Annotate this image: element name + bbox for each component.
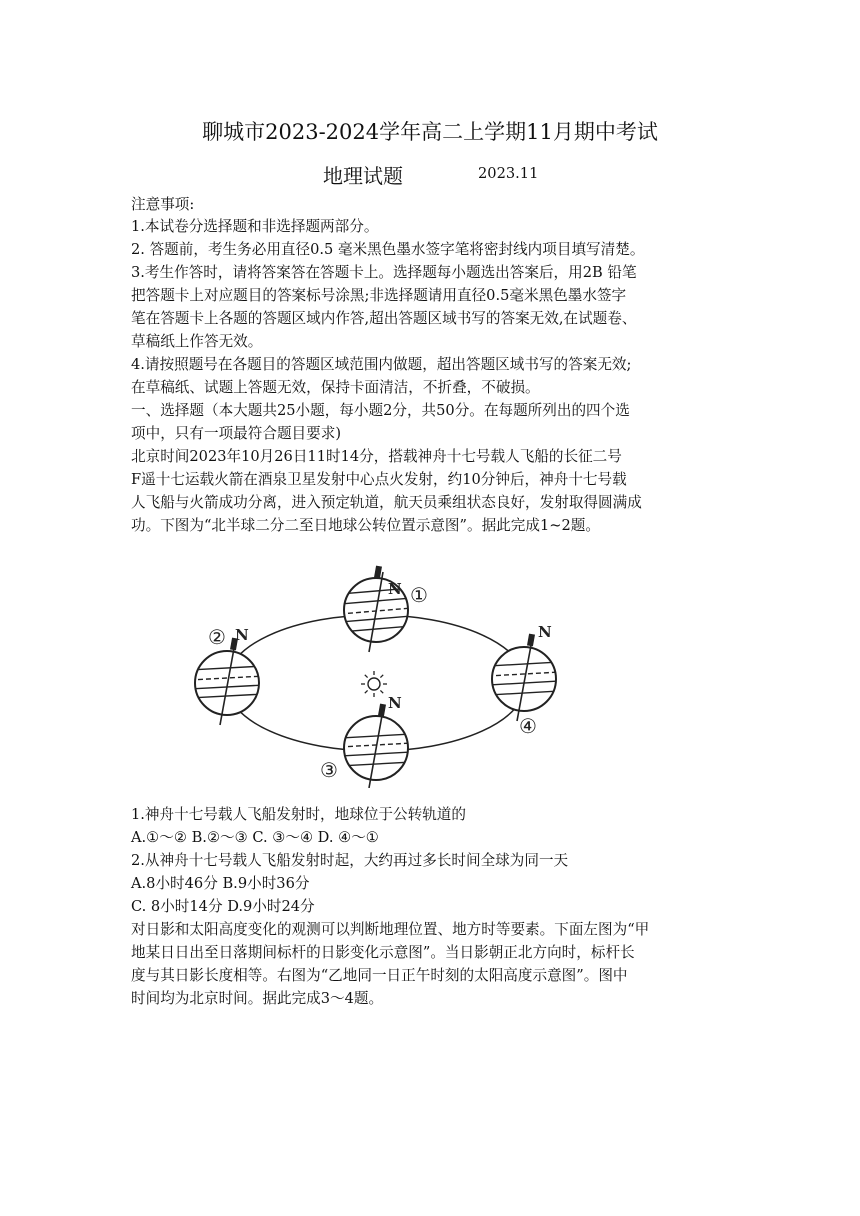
north-label: N: [235, 626, 249, 644]
position-label-4: ④: [519, 714, 537, 738]
passage-line: F遥十七运载火箭在酒泉卫星发射中心点火发射，约10分钟后，神舟十七号载: [131, 471, 627, 488]
question-2-stem: 2.从神舟十七号载人飞船发射时起，大约再过多长时间全球为同一天: [131, 852, 569, 869]
question-1-options: A.①～② B.②～③ C. ③～④ D. ④～①: [131, 829, 379, 846]
position-label-1: ①: [410, 583, 428, 607]
notice-item: 1.本试卷分选择题和非选择题两部分。: [131, 218, 379, 235]
earth-globe: [190, 638, 264, 725]
notice-heading: 注意事项:: [131, 196, 195, 213]
passage-line: 地某日日出至日落期间标杆的日影变化示意图”。当日影朝正北方向时，标杆长: [131, 944, 635, 961]
earth-globe: [488, 634, 560, 721]
exam-title: 聊城市2023-2024学年高二上学期11月期中考试: [202, 120, 658, 144]
earth-globe: [340, 566, 412, 652]
notice-item: 3.考生作答时，请将答案答在答题卡上。选择题每小题选出答案后，用2B 铅笔: [131, 264, 637, 281]
notice-item: 2. 答题前，考生务必用直径0.5 毫米黑色墨水签字笔将密封线内项目填写清楚。: [131, 241, 645, 258]
passage-line: 北京时间2023年10月26日11时14分，搭载神舟十七号载人飞船的长征二号: [131, 448, 622, 465]
earth-orbit-diagram: [180, 548, 580, 788]
question-1-stem: 1.神舟十七号载人飞船发射时，地球位于公转轨道的: [131, 806, 466, 823]
north-label: N: [388, 580, 402, 598]
passage-line: 功。下图为“北半球二分二至日地球公转位置示意图”。据此完成1~2题。: [131, 517, 600, 534]
north-label: N: [388, 694, 402, 712]
sun-icon: [361, 671, 387, 697]
subject-title: 地理试题: [323, 164, 403, 188]
north-label: N: [538, 623, 552, 641]
earth-globe: [340, 704, 412, 788]
section-heading: 一、选择题（本大题共25小题，每小题2分，共50分。在每题所列出的四个选: [131, 402, 630, 419]
passage-line: 时间均为北京时间。据此完成3～4题。: [131, 990, 384, 1007]
notice-item: 4.请按照题号在各题目的答题区域范围内做题，超出答题区域书写的答案无效;: [131, 356, 632, 373]
exam-date: 2023.11: [478, 165, 539, 182]
passage-line: 度与其日影长度相等。右图为“乙地同一日正午时刻的太阳高度示意图”。图中: [131, 967, 628, 984]
notice-item: 草稿纸上作答无效。: [131, 333, 263, 350]
position-label-3: ③: [320, 758, 338, 782]
notice-item: 在草稿纸、试题上答题无效，保持卡面清洁，不折叠，不破损。: [131, 379, 540, 396]
passage-line: 对日影和太阳高度变化的观测可以判断地理位置、地方时等要素。下面左图为“甲: [131, 921, 650, 938]
question-2-options: C. 8小时14分 D.9小时24分: [131, 898, 315, 915]
section-heading: 项中，只有一项最符合题目要求): [131, 425, 342, 442]
notice-item: 笔在答题卡上各题的答题区域内作答,超出答题区域书写的答案无效,在试题卷、: [131, 310, 637, 327]
passage-line: 人飞船与火箭成功分离，进入预定轨道，航天员乘组状态良好，发射取得圆满成: [131, 494, 642, 511]
notice-item: 把答题卡上对应题目的答案标号涂黑;非选择题请用直径0.5毫米黑色墨水签字: [131, 287, 627, 304]
question-2-options: A.8小时46分 B.9小时36分: [131, 875, 310, 892]
position-label-2: ②: [208, 625, 226, 649]
